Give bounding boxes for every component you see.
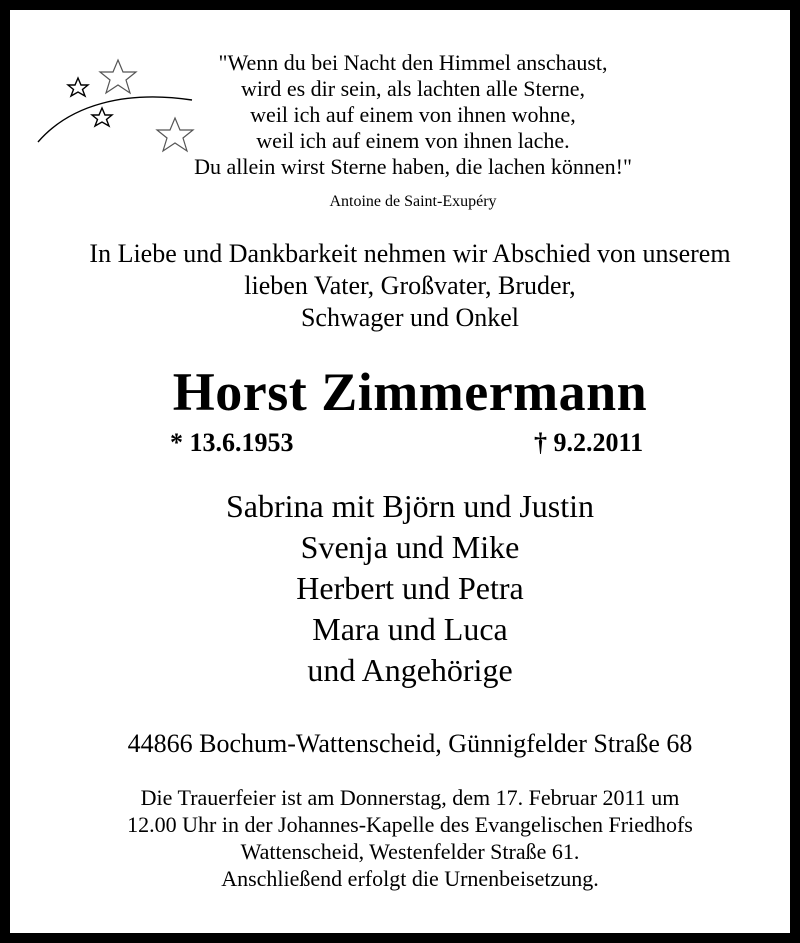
family-line: Herbert und Petra	[296, 570, 524, 606]
family-line: Svenja und Mike	[300, 529, 520, 565]
intro-line: In Liebe und Dankbarkeit nehmen wir Abschied von unserem	[89, 239, 731, 268]
family-list	[30, 486, 790, 691]
address: 44866 Bochum-Wattenscheid, Günnigfelder Straße 68	[127, 729, 693, 758]
family-line: Mara und Luca	[312, 611, 508, 647]
quote-line: weil ich auf einem von ihnen lache.	[256, 128, 570, 153]
ceremony-info	[30, 784, 790, 892]
family-line: und Angehörige	[307, 652, 513, 688]
family-line: Sabrina mit Björn und Justin	[226, 488, 594, 524]
intro-line: lieben Vater, Großvater, Bruder,	[244, 271, 576, 300]
intro-line: Schwager und Onkel	[300, 303, 520, 332]
ceremony-line: Die Trauerfeier ist am Donnerstag, dem 17. Februar 2011 um	[140, 785, 680, 810]
quote	[130, 50, 696, 180]
birth-date: * 13.6.1953	[170, 428, 294, 457]
quote-line: "Wenn du bei Nacht den Himmel anschaust,	[218, 50, 608, 75]
quote-author: Antoine de Saint-Exupéry	[329, 193, 497, 210]
deceased-name: Horst Zimmermann	[172, 362, 648, 422]
quote-line: Du allein wirst Sterne haben, die lachen können!"	[194, 154, 632, 179]
ceremony-line: Anschließend erfolgt die Urnenbeisetzung.	[221, 866, 599, 891]
star-icon	[68, 78, 88, 96]
quote-line: weil ich auf einem von ihnen wohne,	[250, 102, 576, 127]
ceremony-line: Wattenscheid, Westenfelder Straße 61.	[240, 839, 580, 864]
intro-text	[30, 238, 790, 334]
quote-line: wird es dir sein, als lachten alle Sterne,	[241, 76, 585, 101]
star-icon	[92, 108, 112, 126]
death-date: † 9.2.2011	[534, 428, 644, 457]
ceremony-line: 12.00 Uhr in der Johannes-Kapelle des Evangelischen Friedhofs	[127, 812, 693, 837]
